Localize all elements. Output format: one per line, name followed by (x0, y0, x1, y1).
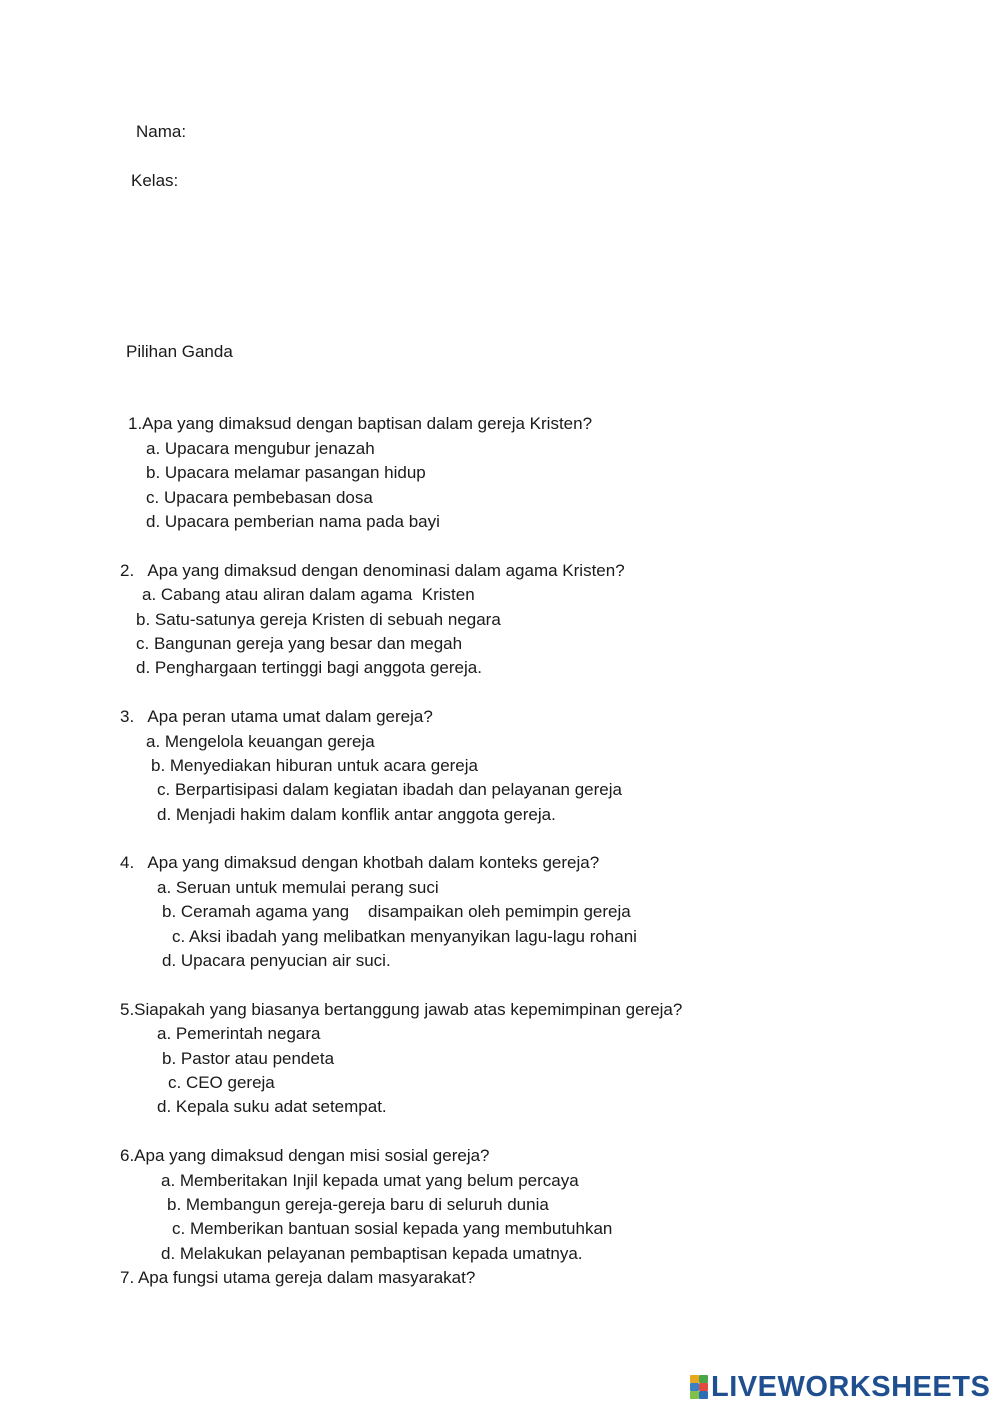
question-6-option-d: d. Melakukan pelayanan pembaptisan kepada umatnya. (161, 1244, 583, 1263)
question-7: 7. Apa fungsi utama gereja dalam masyarakat? (120, 1268, 476, 1287)
question-3-option-a: a. Mengelola keuangan gereja (146, 732, 375, 751)
question-2-option-c: c. Bangunan gereja yang besar dan megah (136, 634, 463, 653)
question-5-option-d: d. Kepala suku adat setempat. (157, 1097, 387, 1116)
question-1: 1.Apa yang dimaksud dengan baptisan dalam gereja Kristen? (128, 414, 593, 433)
question-3-option-b: b. Menyediakan hiburan untuk acara gereja (151, 756, 478, 775)
question-4: 4. Apa yang dimaksud dengan khotbah dalam konteks gereja? (120, 853, 600, 872)
question-6-option-b: b. Membangun gereja-gereja baru di seluruh dunia (167, 1195, 549, 1214)
liveworksheets-logo-icon (690, 1375, 708, 1399)
question-4-option-a: a. Seruan untuk memulai perang suci (157, 878, 439, 897)
question-3-option-c: c. Berpartisipasi dalam kegiatan ibadah dan pelayanan gereja (157, 780, 622, 799)
question-5-option-c: c. CEO gereja (168, 1073, 275, 1092)
question-6-option-a: a. Memberitakan Injil kepada umat yang belum percaya (161, 1171, 579, 1190)
question-2-option-a: a. Cabang atau aliran dalam agama Kristen (142, 585, 475, 604)
liveworksheets-logo-text: LIVEWORKSHEETS (711, 1370, 991, 1403)
question-1-option-b: b. Upacara melamar pasangan hidup (146, 463, 426, 482)
question-6: 6.Apa yang dimaksud dengan misi sosial gereja? (120, 1146, 490, 1165)
question-2: 2. Apa yang dimaksud dengan denominasi dalam agama Kristen? (120, 561, 625, 580)
question-2-option-d: d. Penghargaan tertinggi bagi anggota gereja. (136, 658, 482, 677)
question-4-option-b: b. Ceramah agama yang disampaikan oleh pemimpin gereja (162, 902, 631, 921)
question-1-option-a: a. Upacara mengubur jenazah (146, 439, 375, 458)
name-label: Nama: (136, 122, 187, 141)
question-6-option-c: c. Memberikan bantuan sosial kepada yang membutuhkan (172, 1219, 613, 1238)
liveworksheets-logo (690, 1372, 990, 1402)
question-3-option-d: d. Menjadi hakim dalam konflik antar anggota gereja. (157, 805, 556, 824)
question-5-option-b: b. Pastor atau pendeta (162, 1049, 335, 1068)
question-3: 3. Apa peran utama umat dalam gereja? (120, 707, 433, 726)
question-4-option-d: d. Upacara penyucian air suci. (162, 951, 391, 970)
class-label: Kelas: (131, 171, 179, 190)
question-5-option-a: a. Pemerintah negara (157, 1024, 321, 1043)
question-2-option-b: b. Satu-satunya gereja Kristen di sebuah negara (136, 610, 501, 629)
question-4-option-c: c. Aksi ibadah yang melibatkan menyanyikan lagu-lagu rohani (172, 927, 637, 946)
question-1-option-c: c. Upacara pembebasan dosa (146, 488, 373, 507)
question-1-option-d: d. Upacara pemberian nama pada bayi (146, 512, 440, 531)
section-title: Pilihan Ganda (126, 342, 233, 361)
question-5: 5.Siapakah yang biasanya bertanggung jawab atas kepemimpinan gereja? (120, 1000, 683, 1019)
